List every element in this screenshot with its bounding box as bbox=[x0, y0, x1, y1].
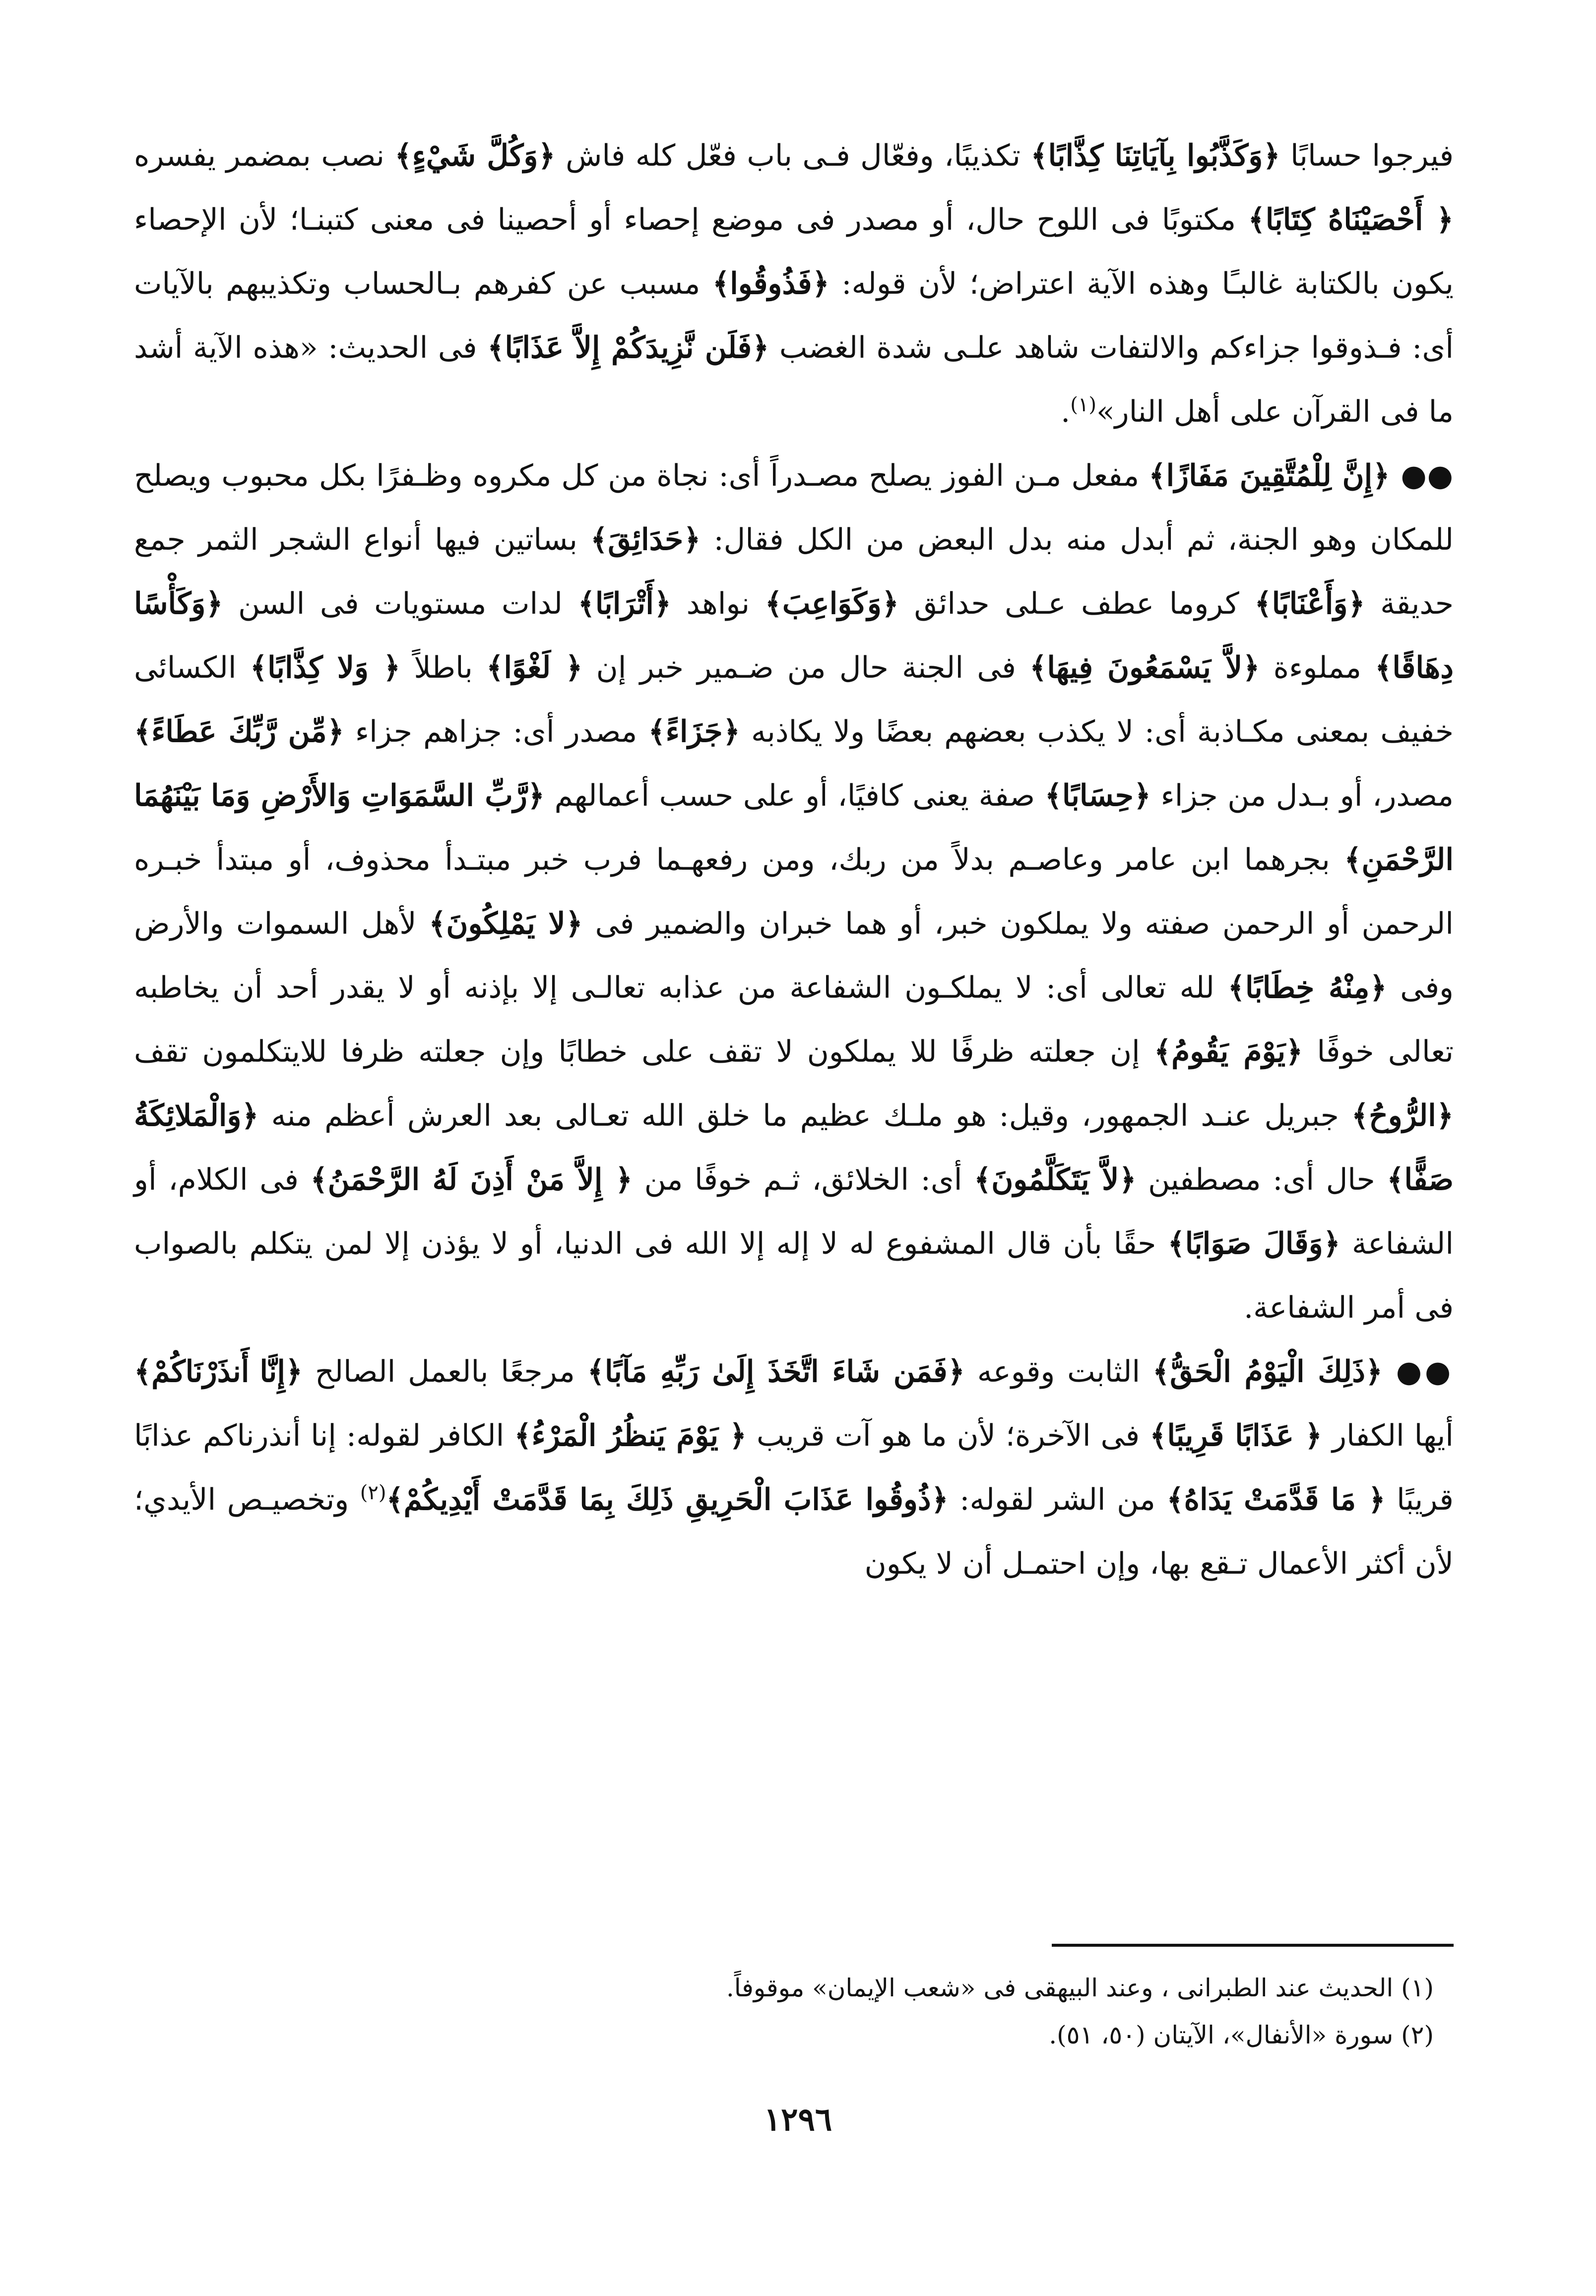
quran-quote: ﴿لاَّ يَتَكَلَّمُونَ﴾ bbox=[974, 1162, 1137, 1197]
text-run: إن جعلته ظرفًا للا يملكون لا تقف على خطابًا وإن جعلته ظرفا للايتكلمون تقف bbox=[134, 1034, 1154, 1069]
text-run: مصدر، أو بـدل من جزاء bbox=[1150, 778, 1454, 813]
quran-quote: ﴿وَالْمَلائِكَةُ صَفًّا﴾ bbox=[134, 1098, 1454, 1197]
text-run: الكافر لقوله: إنا أنذرناكم عذابًا قريبًا bbox=[134, 1418, 1454, 1517]
text-run: لأهل السموات والأرض وفى bbox=[134, 906, 1454, 1005]
paragraph-2 bbox=[134, 444, 1454, 1340]
text-run: مكتوبًا فى اللوح حال، أو مصدر فى موضع إحصاء أو أحصينا فى معنى كتبنـا؛ لأن الإحصاء يكون بالكتابة غالبـًا وهذه الآية اعتراض؛ لأن قوله: bbox=[134, 202, 1454, 301]
text-run: الكسائى خفيف بمعنى مكـاذبة أى: لا يكذب بعضهم بعضًا ولا يكاذبه bbox=[134, 650, 1454, 749]
text-run: . bbox=[1061, 394, 1071, 429]
quran-quote: ﴿ إِلاَّ مَنْ أَذِنَ لَهُ الرَّحْمَنُ﴾ bbox=[310, 1162, 633, 1197]
text-run: من الشر لقوله: bbox=[948, 1482, 1167, 1517]
quran-quote: ﴿أَتْرَابًا﴾ bbox=[577, 586, 672, 621]
quran-quote: ﴿الرُّوحُ﴾ bbox=[1351, 1098, 1454, 1133]
text-run: بساتين فيها أنواع الشجر الثمر جمع حديقة bbox=[134, 522, 1454, 621]
paragraph-1 bbox=[134, 124, 1454, 444]
text-run: فى الحديث: «هذه الآية أشد ما فى القرآن على أهل النار» bbox=[134, 330, 1454, 429]
page-number: ١٢٩٦ bbox=[764, 2101, 832, 2138]
quran-quote: ﴿وَقَالَ صَوَابًا﴾ bbox=[1167, 1226, 1341, 1261]
quran-quote: ﴿ وَلا كِذَّابًا﴾ bbox=[250, 650, 401, 685]
text-run: فى الآخرة؛ لأن ما هو آت قريب bbox=[747, 1418, 1150, 1453]
text-run: مملوءة bbox=[1260, 650, 1375, 685]
text-run: فيرجوا حسابًا bbox=[1280, 138, 1454, 173]
bullet-marker: ●● bbox=[1390, 458, 1454, 493]
quran-quote: ﴿إِنَّا أَنذَرْنَاكُمْ﴾ bbox=[134, 1354, 303, 1389]
text-run: صفة يعنى كافيًا، أو على حسب أعمالهم bbox=[545, 778, 1045, 813]
text-run: باطلاً bbox=[400, 650, 487, 685]
quran-quote: ﴿ أَحْصَيْنَاهُ كِتَابًا﴾ bbox=[1248, 202, 1454, 237]
quran-quote: ﴿فَمَن شَاءَ اتَّخَذَ إِلَىٰ رَبِّهِ مَآبًا﴾ bbox=[587, 1354, 965, 1389]
quran-quote: ﴿وَكَوَاعِبَ﴾ bbox=[765, 586, 899, 621]
quran-quote: ﴿ لَغْوًا﴾ bbox=[486, 650, 583, 685]
quran-quote: ﴿لا يَمْلِكُونَ﴾ bbox=[429, 906, 583, 941]
text-run: فى الكلام، أو الشفاعة bbox=[134, 1162, 1454, 1261]
text-run: لله تعالى أى: لا يملكـون الشفاعة من عذابه تعالـى إلا بإذنه أو لا يقدر أحد أن يخاطبه تعالى خوفًا bbox=[134, 970, 1454, 1069]
quran-quote: ﴿وَكُلَّ شَيْءٍ﴾ bbox=[394, 138, 556, 173]
paragraph-3 bbox=[134, 1340, 1454, 1596]
text-run: لدات مستويات فى السن bbox=[223, 586, 578, 621]
text-run: أيها الكفار bbox=[1322, 1418, 1454, 1453]
bullet-marker: ●● bbox=[1383, 1354, 1454, 1389]
text-run: بجرهما ابن عامر وعاصـم بدلاً من ربك، ومن رفعهـما فرب خبر مبتـدأ محذوف، أو مبتدأ خبـره الرحمن أو الرحمن صفته ولا يملكون خبر، أو هما خبران والضمير فى bbox=[134, 842, 1454, 941]
footnote-divider bbox=[1052, 1944, 1454, 1947]
quran-quote: ﴿لاَّ يَسْمَعُونَ فِيهَا﴾ bbox=[1029, 650, 1260, 685]
quran-quote: ﴿جَزَاءً﴾ bbox=[648, 714, 740, 749]
quran-quote: ﴿فَلَن نَّزِيدَكُمْ إِلاَّ عَذَابًا﴾ bbox=[487, 330, 769, 365]
text-run: حقًا بأن قال المشفوع له لا إله إلا الله فى الدنيا، أو لا يؤذن إلا لمن يتكلم بالصواب فى أمر الشفاعة. bbox=[134, 1226, 1454, 1325]
quran-quote: ﴿ عَذَابًا قَرِيبًا﴾ bbox=[1149, 1418, 1322, 1453]
quran-quote: ﴿ذُوقُوا عَذَابَ الْحَرِيقِ ذَلِكَ بِمَا قَدَّمَتْ أَيْدِيكُمْ﴾ bbox=[386, 1482, 949, 1517]
quran-quote: ﴿يَوْمَ يَقُومُ﴾ bbox=[1153, 1034, 1303, 1069]
quran-quote: ﴿مِّن رَّبِّكَ عَطَاءً﴾ bbox=[134, 714, 344, 749]
quran-quote: ﴿إِنَّ لِلْمُتَّقِينَ مَفَازًا﴾ bbox=[1149, 458, 1390, 493]
quran-quote: ﴿ذَلِكَ الْيَوْمُ الْحَقُّ﴾ bbox=[1152, 1354, 1383, 1389]
quran-quote: ﴿وَكَأْسًا دِهَاقًا﴾ bbox=[134, 586, 1454, 685]
footnote-ref-1[interactable]: (١) bbox=[1070, 393, 1096, 416]
text-run: أى: الخلائق، ثـم خوفًا من bbox=[632, 1162, 974, 1197]
text-run: مصدر أى: جزاهم جزاء bbox=[344, 714, 648, 749]
text-run: تكذيبًا، وفعّال فـى باب فعّل كله فاش bbox=[555, 138, 1031, 173]
quran-quote: ﴿مِنْهُ خِطَابًا﴾ bbox=[1227, 970, 1387, 1005]
text-run: مفعل مـن الفوز يصلح مصـدراً أى: نجاة من كل مكروه وظـفرًا بكل محبوب ويصلح للمكان وهو الجنة، ثم أبدل منه بدل البعض من الكل فقال: bbox=[134, 458, 1454, 557]
text-run: كروما عطف عـلى حدائق bbox=[898, 586, 1255, 621]
footnote-ref-2[interactable]: (٢) bbox=[360, 1481, 386, 1504]
text-run: فى الجنة حال من ضـمير خبر إن bbox=[582, 650, 1030, 685]
text-run: نواهد bbox=[671, 586, 765, 621]
quran-quote: ﴿ يَوْمَ يَنظُرُ الْمَرْءُ﴾ bbox=[514, 1418, 747, 1453]
quran-quote: ﴿حَدَائِقَ﴾ bbox=[590, 522, 701, 557]
text-run: مرجعًا بالعمل الصالح bbox=[303, 1354, 587, 1389]
text-run: مسبب عن كفرهم بـالحساب وتكذيبهم بالآيات أى: فـذوقوا جزاءكم والالتفات شاهد علـى شدة الغضب bbox=[134, 266, 1454, 365]
main-text bbox=[134, 124, 1454, 1596]
footnote-2: (٢) سورة «الأنفال»، الآيتان (٥٠، ٥١). bbox=[1049, 2021, 1434, 2049]
text-run: جبريل عنـد الجمهور، وقيل: هو ملـك عظيم ما خلق الله تعـالى بعد العرش أعظم منه bbox=[258, 1098, 1351, 1133]
quran-quote: ﴿وَأَعْنَابًا﴾ bbox=[1254, 586, 1365, 621]
footnotes bbox=[134, 1965, 1454, 2059]
footnote-1: (١) الحديث عند الطبرانى ، وعند البيهقى فى «شعب الإيمان» موقوفاً. bbox=[726, 1974, 1434, 2002]
quran-quote: ﴿وَكَذَّبُوا بِآيَاتِنَا كِذَّابًا﴾ bbox=[1030, 138, 1280, 173]
text-run: الثابت وقوعه bbox=[964, 1354, 1152, 1389]
text-run: حال أى: مصطفين bbox=[1136, 1162, 1387, 1197]
quran-quote: ﴿رَّبِّ السَّمَوَاتِ وَالأَرْضِ وَمَا بَيْنَهُمَا الرَّحْمَنِ﴾ bbox=[134, 778, 1454, 877]
quran-quote: ﴿ مَا قَدَّمَتْ يَدَاهُ﴾ bbox=[1166, 1482, 1386, 1517]
quran-quote: ﴿فَذُوقُوا﴾ bbox=[712, 266, 830, 301]
quran-quote: ﴿حِسَابًا﴾ bbox=[1044, 778, 1151, 813]
text-run: نصب بمضمر يفسره bbox=[134, 138, 395, 173]
text-run: وتخصيـص الأيدي؛ لأن أكثر الأعمال تـقع بها، وإن احتمـل أن لا يكون bbox=[134, 1482, 1454, 1581]
